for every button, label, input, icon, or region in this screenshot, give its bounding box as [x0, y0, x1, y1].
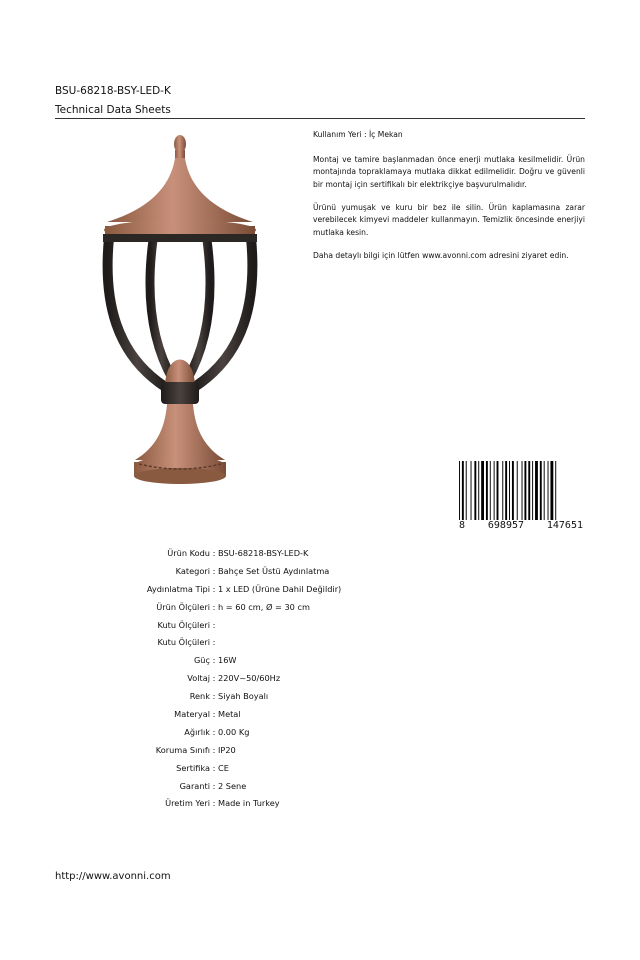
spec-value: Metal — [218, 708, 241, 719]
spec-value: 0.00 Kg — [218, 726, 250, 737]
cleaning-note: Ürünü yumuşak ve kuru bir bez ile silin. Ürün kaplamasına zarar verebilecek kimyevi maddeler kullanmayın. Temizlik öncesinde enerjiyi mutlaka kesin. — [313, 202, 585, 238]
spec-value: 2 Sene — [218, 780, 247, 791]
barcode-bar — [478, 461, 479, 529]
barcode-bar — [517, 461, 518, 529]
usage-location: Kullanım Yeri : İç Mekan — [313, 130, 403, 139]
spec-row — [60, 759, 460, 777]
spec-separator: : — [212, 726, 216, 737]
safety-note: Montaj ve tamire başlanmadan önce enerji mutlaka kesilmelidir. Ürün montajında topraklamaya mutlaka dikkat edilmelidir. Doğru ve güvenli bir montaj için sertifikalı bir elektrikçiye başvurulmalıdır. — [313, 154, 585, 189]
barcode-bar — [509, 461, 510, 529]
spec-value: BSU-68218-BSY-LED-K — [218, 547, 309, 558]
spec-label: Üretim Yeri — [165, 798, 210, 809]
spec-label: Kategori — [175, 565, 210, 576]
barcode-bar — [535, 461, 538, 529]
spec-row — [60, 616, 460, 634]
barcode-bar — [505, 461, 507, 529]
spec-value: Bahçe Set Üstü Aydınlatma — [218, 565, 330, 576]
footer-url[interactable]: http://www.avonni.com — [55, 871, 171, 882]
spec-separator: : — [212, 673, 216, 684]
spec-value: h = 60 cm, Ø = 30 cm — [218, 601, 310, 612]
barcode-digits — [458, 520, 584, 531]
spec-row — [60, 794, 460, 812]
spec-label: Voltaj — [187, 673, 210, 684]
spec-separator: : — [212, 744, 216, 755]
barcode-bar — [550, 461, 553, 529]
spec-value: 1 x LED (Ürüne Dahil Değildir) — [218, 583, 342, 594]
product-image-lamp — [95, 130, 265, 490]
document-header — [55, 84, 585, 117]
spec-label: Koruma Sınıfı — [155, 744, 210, 755]
spec-row — [60, 687, 460, 705]
spec-separator: : — [212, 798, 216, 809]
spec-value: 220V~50/60Hz — [218, 673, 281, 684]
spec-label: Kutu Ölçüleri — [157, 619, 210, 630]
spec-row — [60, 562, 460, 580]
spec-row — [60, 544, 460, 562]
spec-value: Siyah Boyalı — [218, 691, 269, 702]
barcode-bar — [459, 461, 460, 529]
product-code-title: BSU-68218-BSY-LED-K — [55, 85, 171, 97]
spec-row — [60, 777, 460, 795]
spec-separator: : — [212, 583, 216, 594]
spec-row — [60, 669, 460, 687]
spec-row — [60, 580, 460, 598]
barcode-bar — [502, 461, 503, 529]
barcode-bar — [497, 461, 499, 529]
barcode-bar — [481, 461, 484, 529]
barcode-bar — [544, 461, 545, 529]
website-note: Daha detaylı bilgi için lütfen www.avonni.com adresini ziyaret edin. — [313, 251, 569, 261]
spec-separator: : — [212, 691, 216, 702]
spec-separator: : — [212, 619, 216, 630]
spec-row — [60, 723, 460, 741]
barcode-bar — [512, 461, 514, 529]
barcode-digit-first: 8 — [459, 520, 466, 531]
info-block — [313, 129, 585, 273]
spec-separator: : — [212, 780, 216, 791]
spec-separator: : — [212, 547, 216, 558]
spec-row — [60, 651, 460, 669]
header-divider — [55, 118, 585, 119]
spec-value: Made in Turkey — [218, 798, 280, 809]
barcode-digit-group-right: 147651 — [546, 520, 583, 531]
spec-separator: : — [212, 601, 216, 612]
spec-separator: : — [212, 762, 216, 773]
spec-label: Aydınlatma Tipi — [146, 583, 210, 594]
spec-row — [60, 741, 460, 759]
barcode-bar — [494, 461, 495, 529]
spec-value: CE — [218, 762, 229, 773]
barcode-bar — [486, 461, 488, 529]
barcode-bar — [524, 461, 526, 529]
spec-value: 16W — [218, 655, 237, 666]
spec-label: Ağırlık — [184, 726, 210, 737]
spec-table — [60, 544, 460, 812]
spec-label: Ürün Kodu — [167, 547, 210, 558]
spec-row — [60, 598, 460, 616]
spec-separator: : — [212, 637, 216, 648]
barcode-bar — [490, 461, 491, 529]
spec-value: IP20 — [218, 744, 236, 755]
spec-label: Materyal — [174, 708, 210, 719]
spec-row — [60, 633, 460, 651]
barcode-bar — [466, 461, 467, 529]
spec-label: Sertifika — [176, 762, 210, 773]
spec-label: Ürün Ölçüleri — [156, 601, 210, 612]
spec-label: Renk — [189, 691, 210, 702]
spec-separator: : — [212, 655, 216, 666]
spec-label: Garanti — [179, 780, 210, 791]
barcode-bar — [540, 461, 542, 529]
barcode-bar — [532, 461, 533, 529]
barcode-bar — [522, 461, 523, 529]
barcode-digit-group-left: 698957 — [487, 520, 525, 531]
spec-row — [60, 705, 460, 723]
barcode-bar — [462, 461, 464, 529]
barcode-bar — [474, 461, 476, 529]
barcode-bar — [555, 461, 556, 529]
spec-label: Kutu Ölçüleri — [157, 637, 210, 648]
spec-label: Güç — [193, 655, 210, 666]
barcode-bar — [528, 461, 530, 529]
spec-separator: : — [212, 565, 216, 576]
document-subtitle: Technical Data Sheets — [55, 104, 171, 116]
spec-separator: : — [212, 708, 216, 719]
barcode-bar — [471, 461, 472, 529]
barcode-bar — [548, 461, 549, 529]
